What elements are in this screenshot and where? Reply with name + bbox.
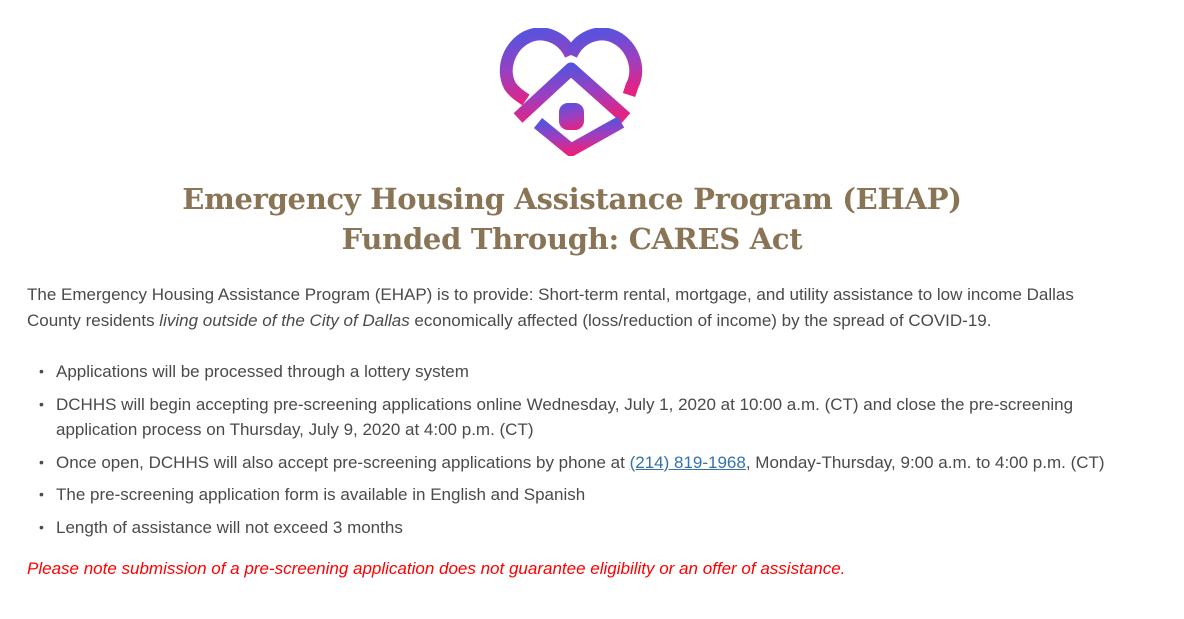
bullet-text: The pre-screening application form is available in English and Spanish	[56, 485, 586, 504]
bullet-item-dates	[27, 392, 1117, 443]
page-title-line1: Emergency Housing Assistance Program (EHAP)	[182, 182, 962, 216]
phone-link[interactable]: (214) 819-1968	[629, 452, 746, 472]
page-content	[27, 0, 1117, 619]
bullet-text: Applications will be processed through a lottery system	[56, 362, 469, 381]
disclaimer-note: Please note submission of a pre-screening application does not guarantee eligibility or an offer of assistance.	[27, 559, 846, 578]
intro-part1: The Emergency Housing Assistance Program (EHAP) is to provide: Short-term rental, mortgage, and utility assistance to low income Dallas County residents	[27, 285, 1074, 330]
bullet-text-after-link: , Monday-Thursday, 9:00 a.m. to 4:00 p.m. (CT)	[745, 452, 1105, 472]
bullet-text-before-link: Once open, DCHHS will also accept pre-screening applications by phone at	[56, 452, 630, 472]
intro-part2: economically affected (loss/reduction of income) by the spread of COVID-19.	[409, 310, 992, 330]
logo-container	[27, 0, 1117, 156]
house-door-dot	[559, 103, 584, 130]
bullet-item-languages	[27, 482, 1117, 508]
page-title	[27, 179, 1117, 259]
info-bullet-list	[27, 359, 1117, 540]
bullet-item-phone	[27, 450, 1117, 476]
bullet-item-lottery	[27, 359, 1117, 385]
heart-house-logo-icon	[498, 28, 646, 156]
bullet-item-length	[27, 515, 1117, 541]
bullet-text: DCHHS will begin accepting pre-screening applications online Wednesday, July 1, 2020 at 10:00 a.m. (CT) and close the pre-screening application process on Thursday, July 9, 2020 at 4:00 p.m. (CT)	[56, 394, 1074, 439]
intro-paragraph	[27, 282, 1117, 333]
bullet-text: Length of assistance will not exceed 3 months	[56, 517, 403, 537]
intro-italic: living outside of the City of Dallas	[159, 310, 410, 330]
page-title-line2: Funded Through: CARES Act	[341, 222, 803, 256]
